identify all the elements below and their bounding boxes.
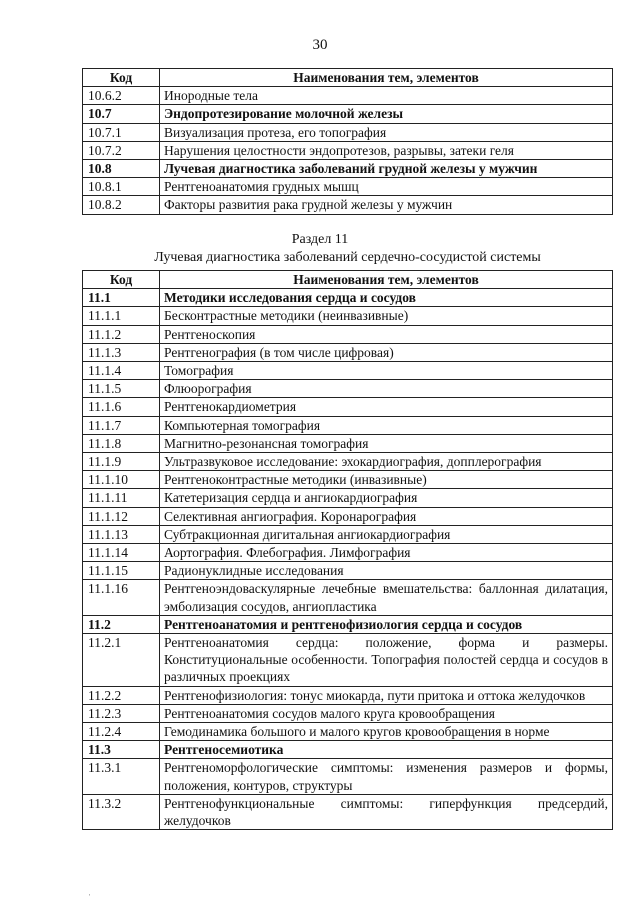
row-name: Рентгеноанатомия грудных мышц bbox=[160, 178, 613, 196]
table-row bbox=[83, 723, 613, 741]
row-name: Ультразвуковое исследование: эхокардиография, допплерография bbox=[160, 453, 613, 471]
row-code: 11.1.9 bbox=[83, 453, 160, 471]
row-name: Рентгеноконтрастные методики (инвазивные) bbox=[160, 471, 613, 489]
table-row bbox=[83, 141, 613, 159]
row-code: 11.1.14 bbox=[83, 544, 160, 562]
scan-artifact-mark: ˈ bbox=[88, 893, 91, 902]
table-body bbox=[83, 289, 613, 830]
row-name: Рентгеноморфологические симптомы: изменения размеров и формы, положения, контуров, структуры bbox=[160, 759, 613, 794]
table-row bbox=[83, 704, 613, 722]
table-row bbox=[83, 544, 613, 562]
row-code: 11.1.2 bbox=[83, 325, 160, 343]
row-code: 11.2.2 bbox=[83, 686, 160, 704]
row-name: Факторы развития рака грудной железы у мужчин bbox=[160, 196, 613, 214]
row-name: Рентгеноанатомия сосудов малого круга кровообращения bbox=[160, 704, 613, 722]
row-name: Магнитно-резонансная томография bbox=[160, 434, 613, 452]
table-row bbox=[83, 580, 613, 615]
table-row bbox=[83, 343, 613, 361]
row-name: Гемодинамика большого и малого кругов кровообращения в норме bbox=[160, 723, 613, 741]
row-name: Катетеризация сердца и ангиокардиография bbox=[160, 489, 613, 507]
row-code: 11.1.11 bbox=[83, 489, 160, 507]
row-name: Аортография. Флебография. Лимфография bbox=[160, 544, 613, 562]
table-row bbox=[83, 416, 613, 434]
table-row bbox=[83, 453, 613, 471]
table-row bbox=[83, 160, 613, 178]
topics-table-10 bbox=[82, 68, 613, 215]
row-name: Рентгенография (в том числе цифровая) bbox=[160, 343, 613, 361]
row-code: 11.1.15 bbox=[83, 562, 160, 580]
row-code: 10.7.2 bbox=[83, 141, 160, 159]
table-row bbox=[83, 289, 613, 307]
row-name: Радионуклидные исследования bbox=[160, 562, 613, 580]
row-code: 11.3.1 bbox=[83, 759, 160, 794]
header-code: Код bbox=[83, 271, 160, 289]
table-row bbox=[83, 196, 613, 214]
table-row bbox=[83, 178, 613, 196]
row-code: 10.8 bbox=[83, 160, 160, 178]
row-code: 10.8.1 bbox=[83, 178, 160, 196]
row-name: Компьютерная томография bbox=[160, 416, 613, 434]
table-row bbox=[83, 307, 613, 325]
topics-table-11 bbox=[82, 270, 613, 830]
row-name: Рентгеноанатомия и рентгенофизиология сердца и сосудов bbox=[160, 615, 613, 633]
row-code: 11.2.1 bbox=[83, 634, 160, 687]
table-row bbox=[83, 562, 613, 580]
row-code: 11.1.8 bbox=[83, 434, 160, 452]
table-row bbox=[83, 741, 613, 759]
header-code: Код bbox=[83, 69, 160, 87]
row-code: 10.6.2 bbox=[83, 87, 160, 105]
row-name: Рентгеносемиотика bbox=[160, 741, 613, 759]
row-code: 11.1.3 bbox=[83, 343, 160, 361]
section-subtitle: Лучевая диагностика заболеваний сердечно-сосудистой системы bbox=[154, 250, 541, 265]
table-row bbox=[83, 759, 613, 794]
page-number: 30 bbox=[312, 37, 328, 53]
table-row bbox=[83, 87, 613, 105]
table-row bbox=[83, 105, 613, 123]
table-row bbox=[83, 794, 613, 829]
table-row bbox=[83, 634, 613, 687]
row-code: 11.2.3 bbox=[83, 704, 160, 722]
row-code: 11.3.2 bbox=[83, 794, 160, 829]
table-row bbox=[83, 123, 613, 141]
table-row bbox=[83, 489, 613, 507]
row-name: Эндопротезирование молочной железы bbox=[160, 105, 613, 123]
table-row bbox=[83, 525, 613, 543]
row-name: Нарушения целостности эндопротезов, разрывы, затеки геля bbox=[160, 141, 613, 159]
section-title: Раздел 11 bbox=[291, 232, 349, 247]
table-row bbox=[83, 398, 613, 416]
row-code: 11.3 bbox=[83, 741, 160, 759]
row-code: 11.1.7 bbox=[83, 416, 160, 434]
row-code: 11.1.5 bbox=[83, 380, 160, 398]
row-code: 10.8.2 bbox=[83, 196, 160, 214]
row-name: Визуализация протеза, его топография bbox=[160, 123, 613, 141]
header-name: Наименования тем, элементов bbox=[160, 69, 613, 87]
table-body bbox=[83, 87, 613, 214]
row-code: 11.1.13 bbox=[83, 525, 160, 543]
row-name: Рентгенофункциональные симптомы: гиперфункция предсердий, желудочков bbox=[160, 794, 613, 829]
row-code: 11.1.10 bbox=[83, 471, 160, 489]
row-name: Субтракционная дигитальная ангиокардиография bbox=[160, 525, 613, 543]
row-code: 11.2 bbox=[83, 615, 160, 633]
row-name: Рентгеноскопия bbox=[160, 325, 613, 343]
row-code: 11.1.1 bbox=[83, 307, 160, 325]
header-name: Наименования тем, элементов bbox=[160, 271, 613, 289]
table-row bbox=[83, 362, 613, 380]
row-name: Рентгенофизиология: тонус миокарда, пути притока и оттока желудочков bbox=[160, 686, 613, 704]
row-code: 10.7 bbox=[83, 105, 160, 123]
row-code: 11.1.4 bbox=[83, 362, 160, 380]
table-row bbox=[83, 686, 613, 704]
row-name: Флюорография bbox=[160, 380, 613, 398]
row-name: Селективная ангиография. Коронарография bbox=[160, 507, 613, 525]
table-row bbox=[83, 471, 613, 489]
table-row bbox=[83, 380, 613, 398]
row-name: Инородные тела bbox=[160, 87, 613, 105]
row-name: Рентгеноанатомия сердца: положение, форма и размеры. Конституциональные особенности. Топография полостей сердца и сосудов в различных проекциях bbox=[160, 634, 613, 687]
row-name: Рентгеноэндоваскулярные лечебные вмешательства: баллонная дилатация, эмболизация сосудов, ангиопластика bbox=[160, 580, 613, 615]
table-row bbox=[83, 325, 613, 343]
row-code: 11.1.6 bbox=[83, 398, 160, 416]
row-name: Методики исследования сердца и сосудов bbox=[160, 289, 613, 307]
table-row bbox=[83, 615, 613, 633]
table-row bbox=[83, 507, 613, 525]
table-header-row bbox=[83, 271, 613, 289]
row-name: Лучевая диагностика заболеваний грудной железы у мужчин bbox=[160, 160, 613, 178]
row-code: 11.1.16 bbox=[83, 580, 160, 615]
row-code: 11.1 bbox=[83, 289, 160, 307]
row-code: 11.1.12 bbox=[83, 507, 160, 525]
table-header-row bbox=[83, 69, 613, 87]
row-name: Бесконтрастные методики (неинвазивные) bbox=[160, 307, 613, 325]
row-name: Томография bbox=[160, 362, 613, 380]
row-name: Рентгенокардиометрия bbox=[160, 398, 613, 416]
row-code: 11.2.4 bbox=[83, 723, 160, 741]
table-row bbox=[83, 434, 613, 452]
row-code: 10.7.1 bbox=[83, 123, 160, 141]
